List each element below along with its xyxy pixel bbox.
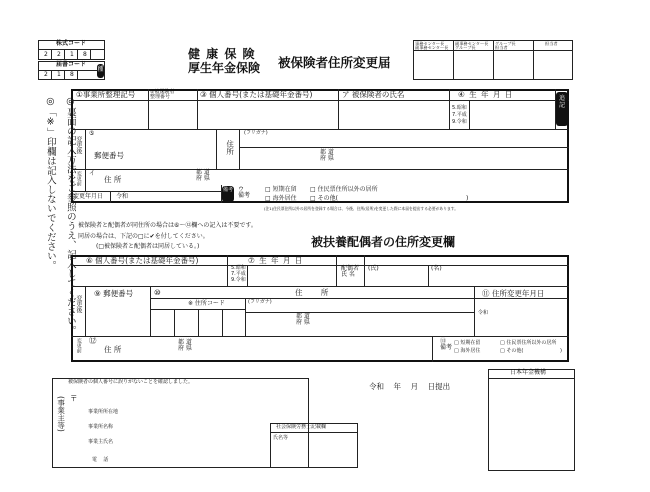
remarks-short-stay[interactable]: □ 短期在留 bbox=[265, 186, 297, 193]
stamp-staff: 担当者 bbox=[545, 41, 558, 46]
era-reiwa[interactable]: 9.令和 bbox=[452, 119, 467, 125]
postal-code-label: 郵便番号 bbox=[94, 151, 124, 160]
stock-code-digit-4: 8 bbox=[83, 51, 87, 58]
title-health-insurance: 健 康 保 険 bbox=[188, 47, 256, 61]
employer-phone: 電 話 bbox=[92, 457, 109, 463]
spouse-note-2: 同居の場合は、下記の□に✔を付してください。 bbox=[78, 233, 209, 240]
form-code-digit-2: 1 bbox=[57, 71, 61, 78]
stock-code-label: 株式コード bbox=[56, 40, 87, 47]
address-before-label: 住 所 bbox=[104, 175, 122, 184]
employer-office-address: 事業所所在地 bbox=[88, 409, 119, 415]
spouse-era-showa[interactable]: 5.昭和 bbox=[231, 265, 246, 271]
spouse-remarks-label: ⑬ 備考 bbox=[440, 338, 453, 351]
spouse-remarks-short-stay[interactable]: □ 短期在留 bbox=[454, 340, 481, 346]
spouse-item-12: ⑫ bbox=[89, 336, 97, 345]
same-household-checkbox[interactable]: (□被保険者と配偶者は同居している。) bbox=[96, 243, 200, 250]
stamp-deputy-head: 副事務センター長 グループ長 bbox=[455, 41, 489, 51]
era-showa[interactable]: 5.昭和 bbox=[452, 105, 467, 111]
stock-code-digit-3: 1 bbox=[70, 51, 74, 58]
remarks-overseas[interactable]: □ 海外居住 bbox=[265, 195, 297, 202]
submission-date: 令和 年 月 日提出 bbox=[369, 382, 451, 391]
spouse-postal-label: ⑨ 郵便番号 bbox=[94, 289, 134, 298]
form-title: 被保険者住所変更届 bbox=[278, 55, 391, 70]
spouse-address-code-label: ※ 住所コード bbox=[188, 300, 225, 307]
spouse-change-date-label: ⑪ 住所変更年月日 bbox=[482, 289, 545, 298]
spouse-furigana-label: (フリガナ) bbox=[248, 299, 272, 305]
change-before-label: 変更前 bbox=[75, 171, 82, 186]
spouse-remarks-other-residence[interactable]: □ 住民票住所以外の居所 bbox=[500, 340, 557, 346]
type-mark: 種 bbox=[97, 64, 104, 78]
spouse-change-before-label: 変更前 bbox=[75, 338, 82, 353]
remarks-other[interactable]: □ その他( bbox=[310, 195, 338, 202]
spouse-section-heading: 被扶養配偶者の住所変更欄 bbox=[311, 235, 456, 249]
spouse-era-heisei[interactable]: 7.平成 bbox=[231, 271, 246, 277]
spouse-given-name: (名) bbox=[431, 265, 442, 272]
form-code-label: 届書コード bbox=[56, 61, 87, 68]
side-tab-a: 追 記 bbox=[556, 92, 568, 126]
remarks-tab: 備考 bbox=[222, 186, 234, 202]
spouse-prefecture-before-label: 都 道 府 県 bbox=[178, 339, 192, 352]
prefecture-label: 都 道 府 県 bbox=[320, 149, 334, 162]
era-heisei[interactable]: 7.平成 bbox=[452, 112, 467, 118]
item-5: ⑤ bbox=[89, 130, 95, 137]
employer-side-label: (事業主等) bbox=[56, 396, 66, 432]
form-code-digit-3: 8 bbox=[70, 71, 74, 78]
furigana-label: (フリガナ) bbox=[244, 130, 268, 136]
stamp-center-head: 事務センター長 副事務センター長 bbox=[415, 41, 449, 51]
left-note-asterisk: ◎「※」印欄は記入しないでください。 bbox=[44, 96, 56, 270]
spouse-remarks-other[interactable]: □ その他( bbox=[500, 348, 524, 354]
insured-name-label: ア 被保険者の氏名 bbox=[342, 90, 405, 99]
insured-number-label: ②被保険者 整理番号 bbox=[150, 89, 175, 100]
employer-office-name: 事業所名称 bbox=[88, 424, 114, 430]
birthdate-label: ④ 生 年 月 日 bbox=[458, 90, 514, 99]
sharoushi-name: 氏名等 bbox=[273, 435, 289, 441]
spouse-item-10: ⑩ bbox=[154, 288, 161, 297]
spouse-remarks-overseas[interactable]: □ 海外居住 bbox=[454, 348, 481, 354]
stamp-group-head: グループ長 担当者 bbox=[495, 41, 516, 51]
spouse-name-label: 配偶者 氏 名 bbox=[341, 265, 360, 278]
remarks-label: ウ 備考 bbox=[238, 186, 251, 199]
spouse-note-1: 被保険者と配偶者が同住所の場合は⑥～⑫欄への記入は不要です。 bbox=[78, 222, 257, 229]
stock-code-digit-2: 2 bbox=[57, 51, 61, 58]
remarks-other-residence[interactable]: □ 住民票住所以外の居所 bbox=[310, 186, 378, 193]
employer-owner-name: 事業主氏名 bbox=[88, 439, 114, 445]
change-after-label: 変更後 bbox=[74, 136, 82, 154]
employer-confirm-text: 被保険者の個人番号に誤りがないことを確認しました。 bbox=[68, 379, 194, 385]
change-date-era: 令和 bbox=[116, 193, 129, 200]
change-date-label: 変更年月日 bbox=[73, 193, 104, 200]
footnote-1: (注1)住民票住所以外の居所を登録する場合は、今後、住所(居所)を変更した際に本届を提出する必要があります。 bbox=[264, 206, 459, 211]
spouse-surname: (氏) bbox=[368, 265, 379, 272]
spouse-birthdate-label: ⑦ 生 年 月 日 bbox=[248, 256, 304, 265]
spouse-era-reiwa[interactable]: 9.令和 bbox=[231, 277, 246, 283]
title-pension-insurance: 厚生年金保険 bbox=[188, 61, 261, 75]
personal-number-label: ③ 個人番号(または基礎年金番号) bbox=[200, 90, 313, 99]
spouse-change-after-label: 変更後 bbox=[74, 295, 82, 313]
employer-postal-mark: 〒 bbox=[70, 394, 78, 403]
left-note-instructions: ◎裏面の記入方法をご参照のうえ、記入してください。 bbox=[64, 96, 76, 335]
spouse-prefecture-label: 都 道 府 県 bbox=[296, 313, 310, 326]
stock-code-digit-1: 2 bbox=[44, 51, 48, 58]
office-code-label: ①事業所整理記号 bbox=[76, 90, 136, 99]
sharoushi-label: 社会保険労務士記載欄 bbox=[276, 424, 327, 430]
spouse-address-label: 住 所 bbox=[295, 288, 337, 297]
spouse-personal-number-label: ⑥ 個人番号(または基礎年金番号) bbox=[86, 256, 199, 265]
prefecture-before-label: 都 道 府 県 bbox=[196, 169, 210, 182]
form-code-digit-1: 2 bbox=[44, 71, 48, 78]
spouse-change-date-era: 令和 bbox=[478, 310, 489, 316]
address-label: 住所 bbox=[225, 140, 235, 155]
pension-office-label: 日本年金機構 bbox=[510, 369, 547, 376]
pension-office-box bbox=[488, 369, 575, 471]
spouse-address-before-label: 住 所 bbox=[104, 345, 122, 354]
item-i: イ bbox=[89, 170, 96, 177]
